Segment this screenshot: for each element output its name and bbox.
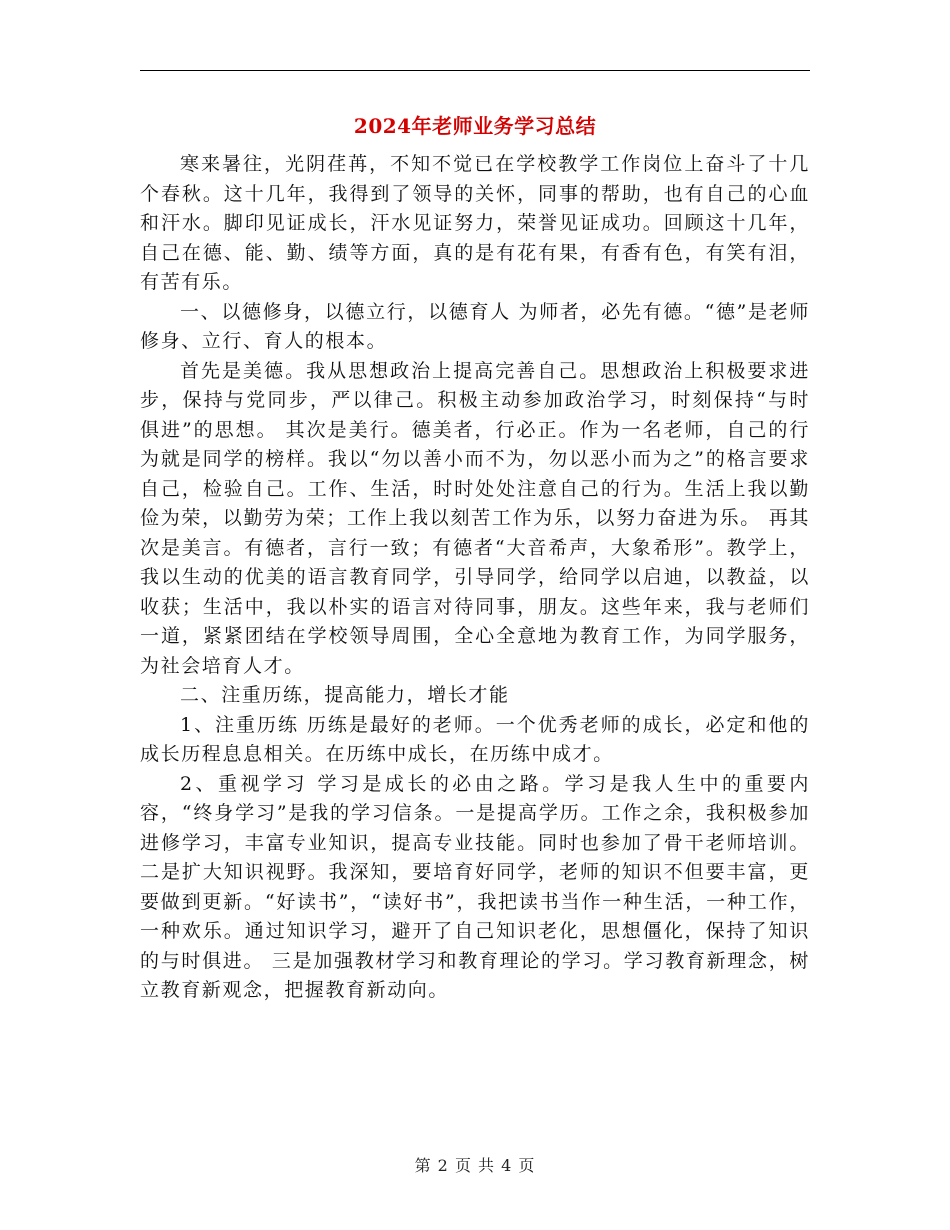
paragraph-virtue: 首先是美德。我从思想政治上提高完善自己。思想政治上积极要求进步，保持与党同步，严以律己。积极主动参加政治学习，时刻保持“与时俱进”的思想。 其次是美行。德美者，行必正。作为一名老师，自己的行为就是同学的榜样。我以“勿以善小而不为，勿以恶小而为之”的格言要求自己，检验自己。工作、生活，时时处处注意自己的行为。生活上我以勤俭为荣，以勤劳为荣；工作上我以刻苦工作为乐，以努力奋进为乐。 再其次是美言。有德者，言行一致；有德者“大音希声，大象希形”。教学上，我以生动的优美的语言教育同学，引导同学，给同学以启迪，以教益，以收获；生活中，我以朴实的语言对待同事，朋友。这些年来，我与老师们一道，紧紧团结在学校领导周围，全心全意地为教育工作，为同学服务，为社会培育人才。 [140,359,810,677]
paragraph-section-one-heading: 一、以德修身，以德立行，以德育人 为师者，必先有德。“德”是老师修身、立行、育人的根本。 [140,300,810,352]
document-title: 2024年老师业务学习总结 [353,114,597,138]
header-rule [140,70,810,71]
page-footer [0,1153,950,1176]
page-number-label: 第 2 页 共 4 页 [414,1156,536,1175]
document-body [140,150,810,1006]
paragraph-intro: 寒来暑往，光阴荏苒，不知不觉已在学校教学工作岗位上奋斗了十几个春秋。这十几年，我得到了领导的关怀，同事的帮助，也有自己的心血和汗水。脚印见证成长，汗水见证努力，荣誉见证成功。回顾这十几年，自己在德、能、勤、绩等方面，真的是有花有果，有香有色，有笑有泪，有苦有乐。 [140,153,810,293]
paragraph-section-two-heading: 二、注重历练，提高能力，增长才能 [180,684,510,706]
paragraph-learning: 2、重视学习 学习是成长的必由之路。学习是我人生中的重要内容，“终身学习”是我的学习信条。一是提高学历。工作之余，我积极参加进修学习，丰富专业知识，提高专业技能。同时也参加了骨干老师培训。 二是扩大知识视野。我深知，要培育好同学，老师的知识不但要丰富，更要做到更新。“好读书”，“读好书”，我把读书当作一种生活，一种工作，一种欢乐。通过知识学习，避开了自己知识老化，思想僵化，保持了知识的与时俱进。 三是加强教材学习和教育理论的学习。学习教育新理念，树立教育新观念，把握教育新动向。 [140,772,810,1001]
paragraph-training: 1、注重历练 历练是最好的老师。一个优秀老师的成长，必定和他的成长历程息息相关。在历练中成长，在历练中成才。 [140,713,810,765]
